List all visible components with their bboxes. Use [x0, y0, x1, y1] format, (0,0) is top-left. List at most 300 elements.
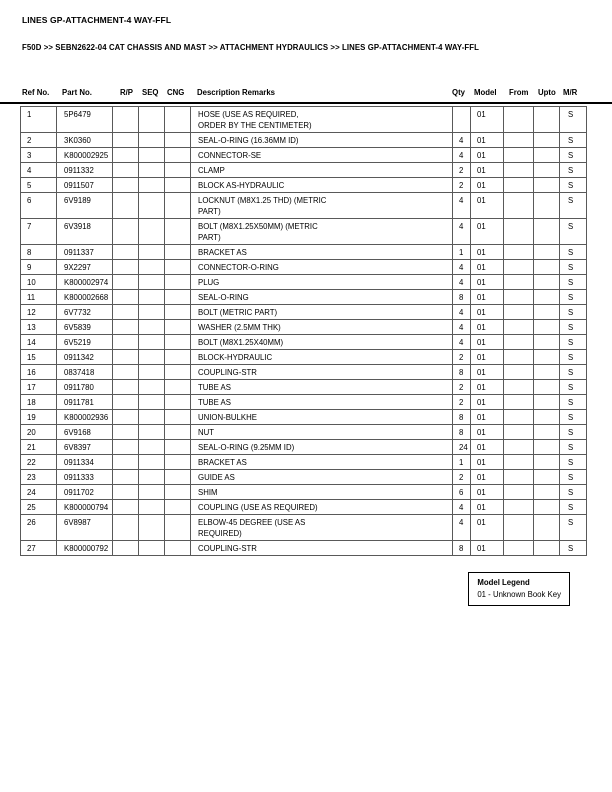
cell-cng [165, 365, 191, 380]
cell-cng [165, 260, 191, 275]
table-row [21, 275, 587, 290]
cell-mr: S [560, 219, 587, 245]
cell-description: SEAL-O-RING (16.36MM ID) [191, 133, 453, 148]
cell-upto [534, 275, 560, 290]
cell-seq [139, 541, 165, 556]
cell-model: 01 [471, 541, 504, 556]
cell-upto [534, 107, 560, 133]
cell-description: BOLT (M8X1.25X50MM) (METRIC PART) [191, 219, 453, 245]
header-cell-ref-no: Ref No. [22, 88, 50, 97]
cell-from [504, 275, 534, 290]
cell-mr: S [560, 425, 587, 440]
model-legend-entry: 01 - Unknown Book Key [477, 590, 561, 599]
table-row [21, 395, 587, 410]
cell-mr: S [560, 470, 587, 485]
cell-model: 01 [471, 163, 504, 178]
cell-mr: S [560, 320, 587, 335]
cell-seq [139, 320, 165, 335]
cell-mr: S [560, 440, 587, 455]
cell-rp [113, 305, 139, 320]
cell-mr: S [560, 350, 587, 365]
cell-rp [113, 219, 139, 245]
cell-seq [139, 515, 165, 541]
model-legend-title: Model Legend [477, 578, 530, 587]
cell-seq [139, 425, 165, 440]
table-row [21, 320, 587, 335]
cell-from [504, 320, 534, 335]
cell-seq [139, 410, 165, 425]
cell-description: BOLT (METRIC PART) [191, 305, 453, 320]
cell-ref-no: 19 [21, 410, 57, 425]
cell-model: 01 [471, 148, 504, 163]
cell-description: COUPLING-STR [191, 365, 453, 380]
cell-mr: S [560, 260, 587, 275]
cell-qty: 2 [453, 470, 471, 485]
cell-model: 01 [471, 193, 504, 219]
cell-from [504, 380, 534, 395]
cell-upto [534, 515, 560, 541]
cell-qty: 2 [453, 163, 471, 178]
cell-model: 01 [471, 178, 504, 193]
table-row [21, 455, 587, 470]
table-row [21, 335, 587, 350]
cell-from [504, 395, 534, 410]
cell-qty: 2 [453, 380, 471, 395]
cell-rp [113, 178, 139, 193]
cell-model: 01 [471, 410, 504, 425]
header-cell-description: Description Remarks [197, 88, 275, 97]
cell-mr: S [560, 541, 587, 556]
cell-model: 01 [471, 320, 504, 335]
table-row [21, 107, 587, 133]
cell-upto [534, 163, 560, 178]
table-row [21, 380, 587, 395]
cell-qty: 1 [453, 245, 471, 260]
cell-model: 01 [471, 440, 504, 455]
cell-part-no: 0911780 [57, 380, 113, 395]
cell-from [504, 455, 534, 470]
cell-cng [165, 290, 191, 305]
parts-table-body [21, 107, 587, 556]
cell-cng [165, 455, 191, 470]
cell-mr: S [560, 305, 587, 320]
cell-qty: 4 [453, 260, 471, 275]
cell-cng [165, 395, 191, 410]
cell-upto [534, 260, 560, 275]
cell-description: COUPLING-STR [191, 541, 453, 556]
cell-qty: 4 [453, 133, 471, 148]
cell-rp [113, 440, 139, 455]
cell-rp [113, 290, 139, 305]
cell-part-no: 0911507 [57, 178, 113, 193]
cell-rp [113, 335, 139, 350]
cell-from [504, 178, 534, 193]
cell-seq [139, 163, 165, 178]
cell-ref-no: 25 [21, 500, 57, 515]
cell-from [504, 133, 534, 148]
cell-part-no: 0911342 [57, 350, 113, 365]
table-row [21, 470, 587, 485]
cell-mr: S [560, 515, 587, 541]
cell-description: UNION-BULKHE [191, 410, 453, 425]
table-row [21, 515, 587, 541]
cell-rp [113, 350, 139, 365]
cell-model: 01 [471, 380, 504, 395]
cell-rp [113, 470, 139, 485]
cell-qty: 4 [453, 219, 471, 245]
cell-description: CLAMP [191, 163, 453, 178]
table-row [21, 163, 587, 178]
cell-ref-no: 5 [21, 178, 57, 193]
cell-mr: S [560, 148, 587, 163]
cell-part-no: 0911702 [57, 485, 113, 500]
breadcrumb: F50D >> SEBN2622-04 CAT CHASSIS AND MAST >> ATTACHMENT HYDRAULICS >> LINES GP-ATTACHMENT-4 WAY-FFL [22, 43, 480, 52]
cell-part-no: 6V9189 [57, 193, 113, 219]
cell-upto [534, 335, 560, 350]
cell-ref-no: 12 [21, 305, 57, 320]
table-row [21, 245, 587, 260]
cell-cng [165, 275, 191, 290]
cell-part-no: K800002936 [57, 410, 113, 425]
cell-qty: 4 [453, 320, 471, 335]
cell-rp [113, 260, 139, 275]
cell-upto [534, 133, 560, 148]
cell-seq [139, 395, 165, 410]
cell-description: BLOCK AS-HYDRAULIC [191, 178, 453, 193]
cell-upto [534, 440, 560, 455]
cell-mr: S [560, 365, 587, 380]
model-legend [468, 572, 570, 606]
cell-model: 01 [471, 455, 504, 470]
cell-part-no: 9X2297 [57, 260, 113, 275]
cell-qty: 8 [453, 541, 471, 556]
cell-ref-no: 15 [21, 350, 57, 365]
cell-upto [534, 500, 560, 515]
cell-mr: S [560, 485, 587, 500]
cell-part-no: 0911332 [57, 163, 113, 178]
cell-seq [139, 193, 165, 219]
cell-from [504, 365, 534, 380]
table-row [21, 440, 587, 455]
cell-rp [113, 515, 139, 541]
cell-from [504, 193, 534, 219]
cell-model: 01 [471, 133, 504, 148]
cell-from [504, 470, 534, 485]
cell-part-no: 6V9168 [57, 425, 113, 440]
cell-mr: S [560, 275, 587, 290]
cell-qty: 8 [453, 425, 471, 440]
cell-qty: 4 [453, 193, 471, 219]
cell-cng [165, 470, 191, 485]
cell-seq [139, 133, 165, 148]
cell-model: 01 [471, 260, 504, 275]
cell-upto [534, 245, 560, 260]
cell-upto [534, 350, 560, 365]
table-row [21, 305, 587, 320]
cell-upto [534, 305, 560, 320]
cell-qty: 24 [453, 440, 471, 455]
cell-mr: S [560, 178, 587, 193]
cell-cng [165, 515, 191, 541]
table-row [21, 541, 587, 556]
cell-description: BLOCK-HYDRAULIC [191, 350, 453, 365]
cell-qty: 6 [453, 485, 471, 500]
cell-part-no: 0911781 [57, 395, 113, 410]
cell-part-no: 5P6479 [57, 107, 113, 133]
cell-seq [139, 500, 165, 515]
cell-cng [165, 410, 191, 425]
cell-seq [139, 219, 165, 245]
cell-model: 01 [471, 107, 504, 133]
cell-model: 01 [471, 365, 504, 380]
cell-mr: S [560, 455, 587, 470]
cell-mr: S [560, 500, 587, 515]
cell-rp [113, 275, 139, 290]
cell-qty: 1 [453, 455, 471, 470]
cell-rp [113, 245, 139, 260]
cell-upto [534, 219, 560, 245]
cell-model: 01 [471, 485, 504, 500]
cell-description: SEAL-O-RING (9.25MM ID) [191, 440, 453, 455]
cell-from [504, 485, 534, 500]
cell-part-no: K800002668 [57, 290, 113, 305]
table-row [21, 485, 587, 500]
cell-ref-no: 20 [21, 425, 57, 440]
cell-seq [139, 335, 165, 350]
cell-upto [534, 410, 560, 425]
cell-ref-no: 11 [21, 290, 57, 305]
cell-model: 01 [471, 290, 504, 305]
cell-model: 01 [471, 350, 504, 365]
cell-ref-no: 27 [21, 541, 57, 556]
cell-description: BOLT (M8X1.25X40MM) [191, 335, 453, 350]
cell-description: SEAL-O-RING [191, 290, 453, 305]
cell-part-no: 6V8987 [57, 515, 113, 541]
header-cell-cng: CNG [167, 88, 185, 97]
parts-table [20, 106, 587, 556]
cell-ref-no: 18 [21, 395, 57, 410]
cell-qty: 4 [453, 305, 471, 320]
cell-upto [534, 365, 560, 380]
cell-part-no: 6V5839 [57, 320, 113, 335]
cell-ref-no: 14 [21, 335, 57, 350]
cell-cng [165, 541, 191, 556]
cell-model: 01 [471, 500, 504, 515]
cell-cng [165, 380, 191, 395]
cell-ref-no: 10 [21, 275, 57, 290]
table-row [21, 133, 587, 148]
cell-part-no: K800002925 [57, 148, 113, 163]
cell-part-no: 6V3918 [57, 219, 113, 245]
cell-from [504, 163, 534, 178]
cell-model: 01 [471, 245, 504, 260]
cell-seq [139, 178, 165, 193]
cell-description: GUIDE AS [191, 470, 453, 485]
cell-part-no: 0911334 [57, 455, 113, 470]
cell-cng [165, 350, 191, 365]
cell-mr: S [560, 395, 587, 410]
cell-description: HOSE (USE AS REQUIRED, ORDER BY THE CENTIMETER) [191, 107, 453, 133]
cell-description: ELBOW-45 DEGREE (USE AS REQUIRED) [191, 515, 453, 541]
cell-model: 01 [471, 395, 504, 410]
cell-cng [165, 163, 191, 178]
cell-seq [139, 470, 165, 485]
cell-qty: 2 [453, 395, 471, 410]
cell-mr: S [560, 335, 587, 350]
cell-ref-no: 1 [21, 107, 57, 133]
cell-rp [113, 365, 139, 380]
cell-mr: S [560, 193, 587, 219]
cell-ref-no: 24 [21, 485, 57, 500]
cell-part-no: K800000794 [57, 500, 113, 515]
cell-from [504, 440, 534, 455]
cell-rp [113, 485, 139, 500]
header-cell-model: Model [474, 88, 497, 97]
cell-seq [139, 290, 165, 305]
cell-cng [165, 107, 191, 133]
cell-seq [139, 350, 165, 365]
cell-description: WASHER (2.5MM THK) [191, 320, 453, 335]
cell-qty [453, 107, 471, 133]
cell-qty: 4 [453, 500, 471, 515]
cell-qty: 2 [453, 178, 471, 193]
cell-part-no: 6V7732 [57, 305, 113, 320]
cell-ref-no: 9 [21, 260, 57, 275]
table-row [21, 425, 587, 440]
header-cell-upto: Upto [538, 88, 556, 97]
cell-model: 01 [471, 275, 504, 290]
cell-rp [113, 133, 139, 148]
cell-qty: 8 [453, 410, 471, 425]
header-cell-seq: SEQ [142, 88, 159, 97]
cell-seq [139, 440, 165, 455]
cell-part-no: 6V8397 [57, 440, 113, 455]
cell-upto [534, 541, 560, 556]
header-cell-from: From [509, 88, 529, 97]
table-row [21, 410, 587, 425]
table-row [21, 500, 587, 515]
cell-model: 01 [471, 335, 504, 350]
cell-from [504, 260, 534, 275]
cell-ref-no: 2 [21, 133, 57, 148]
table-row [21, 219, 587, 245]
cell-qty: 8 [453, 290, 471, 305]
cell-rp [113, 455, 139, 470]
cell-rp [113, 163, 139, 178]
parts-list [20, 88, 586, 606]
cell-seq [139, 245, 165, 260]
cell-upto [534, 425, 560, 440]
cell-from [504, 305, 534, 320]
cell-seq [139, 305, 165, 320]
cell-description: TUBE AS [191, 395, 453, 410]
cell-rp [113, 380, 139, 395]
cell-part-no: K800002974 [57, 275, 113, 290]
cell-qty: 4 [453, 275, 471, 290]
cell-part-no: 3K0360 [57, 133, 113, 148]
cell-seq [139, 485, 165, 500]
cell-cng [165, 425, 191, 440]
cell-model: 01 [471, 425, 504, 440]
cell-ref-no: 7 [21, 219, 57, 245]
cell-description: BRACKET AS [191, 455, 453, 470]
cell-mr: S [560, 245, 587, 260]
cell-upto [534, 178, 560, 193]
cell-part-no: 0837418 [57, 365, 113, 380]
cell-rp [113, 500, 139, 515]
header-cell-rp: R/P [120, 88, 133, 97]
table-row [21, 290, 587, 305]
cell-rp [113, 320, 139, 335]
cell-model: 01 [471, 470, 504, 485]
cell-from [504, 107, 534, 133]
legend-container [20, 572, 586, 606]
cell-upto [534, 455, 560, 470]
cell-cng [165, 500, 191, 515]
cell-upto [534, 148, 560, 163]
cell-cng [165, 320, 191, 335]
cell-seq [139, 148, 165, 163]
cell-from [504, 350, 534, 365]
header-cell-mr: M/R [563, 88, 578, 97]
cell-cng [165, 148, 191, 163]
cell-part-no: K800000792 [57, 541, 113, 556]
table-row [21, 193, 587, 219]
cell-cng [165, 193, 191, 219]
cell-seq [139, 275, 165, 290]
cell-mr: S [560, 380, 587, 395]
table-row [21, 148, 587, 163]
cell-description: LOCKNUT (M8X1.25 THD) (METRIC PART) [191, 193, 453, 219]
cell-seq [139, 365, 165, 380]
cell-ref-no: 3 [21, 148, 57, 163]
cell-cng [165, 178, 191, 193]
cell-model: 01 [471, 515, 504, 541]
cell-from [504, 425, 534, 440]
cell-ref-no: 21 [21, 440, 57, 455]
cell-rp [113, 395, 139, 410]
cell-seq [139, 455, 165, 470]
cell-qty: 4 [453, 148, 471, 163]
cell-description: CONNECTOR-O-RING [191, 260, 453, 275]
header-cell-part-no: Part No. [62, 88, 92, 97]
page-title: LINES GP-ATTACHMENT-4 WAY-FFL [22, 15, 172, 25]
cell-part-no: 6V5219 [57, 335, 113, 350]
cell-description: COUPLING (USE AS REQUIRED) [191, 500, 453, 515]
header-cell-qty: Qty [452, 88, 465, 97]
cell-description: BRACKET AS [191, 245, 453, 260]
table-row [21, 350, 587, 365]
cell-from [504, 219, 534, 245]
cell-rp [113, 193, 139, 219]
cell-qty: 4 [453, 515, 471, 541]
cell-ref-no: 23 [21, 470, 57, 485]
cell-part-no: 0911337 [57, 245, 113, 260]
table-row [21, 365, 587, 380]
cell-from [504, 515, 534, 541]
cell-from [504, 335, 534, 350]
table-header-row [20, 88, 586, 102]
cell-rp [113, 148, 139, 163]
cell-rp [113, 425, 139, 440]
cell-from [504, 290, 534, 305]
cell-from [504, 541, 534, 556]
cell-seq [139, 107, 165, 133]
cell-rp [113, 541, 139, 556]
cell-mr: S [560, 163, 587, 178]
cell-description: PLUG [191, 275, 453, 290]
cell-mr: S [560, 107, 587, 133]
